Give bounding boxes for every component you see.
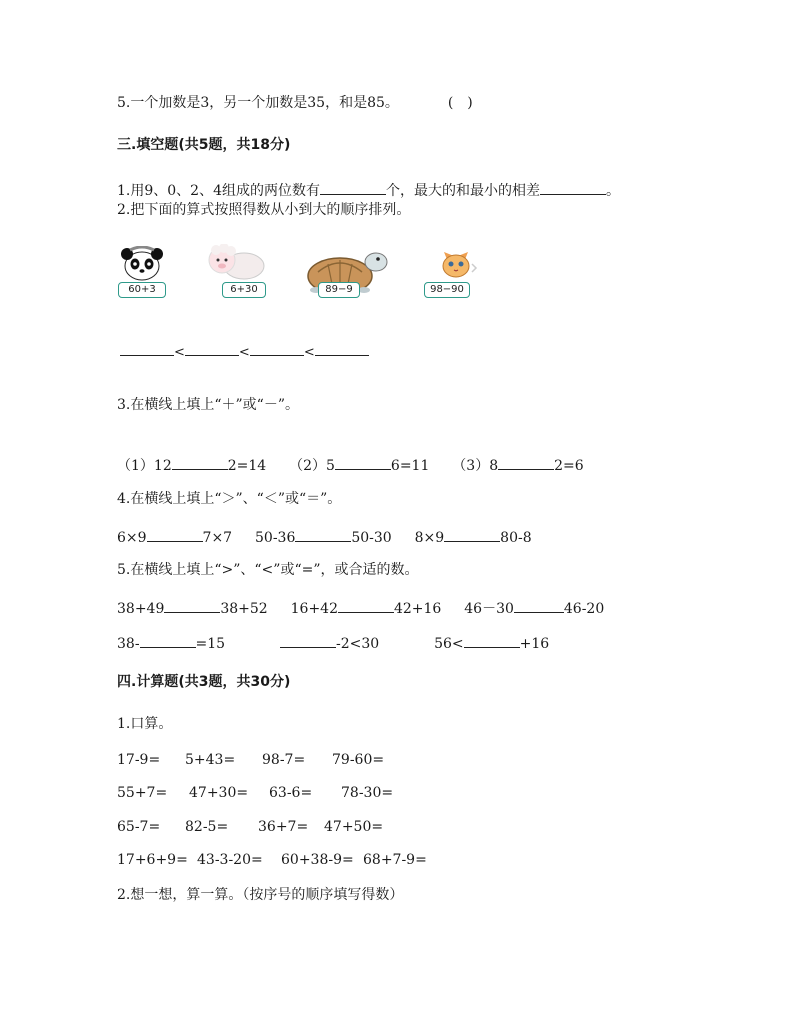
calc-row-1 — [117, 751, 384, 769]
less-than-sign: < — [174, 345, 185, 360]
fill-5-r1-1-right: 38+52 — [220, 601, 268, 617]
answer-blank[interactable] — [250, 343, 304, 356]
fill-question-3: 3.在横线上填上“＋”或“－”。 — [117, 397, 299, 413]
sheep-icon — [204, 244, 268, 282]
question-5-text: 5.一个加数是3，另一个加数是35，和是85。 — [117, 95, 399, 111]
calc-item: 82-5= — [185, 819, 229, 835]
fill-question-5: 5.在横线上填上“>”、“<”或“=”，或合适的数。 — [117, 562, 419, 578]
fill-1-text-c: 。 — [606, 183, 620, 199]
fill-1-text-a: 1.用9、0、2、4组成的两位数有 — [117, 183, 320, 199]
answer-blank[interactable] — [164, 598, 220, 613]
calc-item: 43-3-20= — [197, 852, 263, 868]
fill-3-item-3-rest: 2=6 — [554, 458, 584, 474]
calc-item: 60+38-9= — [281, 852, 354, 868]
fill-5-r2-1-left: 38- — [117, 636, 140, 652]
cat-icon — [438, 244, 478, 284]
calc-item: 5+43= — [185, 752, 236, 768]
calc-item: 47+30= — [189, 785, 249, 801]
calc-question-1: 1.口算。 — [117, 716, 173, 732]
answer-blank[interactable] — [172, 455, 228, 470]
answer-blank[interactable] — [514, 598, 564, 613]
fill-question-1 — [117, 180, 620, 200]
calc-item: 98-7= — [262, 752, 306, 768]
fill-5-row-1 — [117, 598, 604, 618]
panda-icon — [118, 246, 166, 282]
order-answer-row — [120, 343, 369, 360]
fill-3-item-1-rest: 2=14 — [227, 458, 267, 474]
section-4-title: 四.计算题(共3题，共30分) — [117, 674, 291, 690]
calc-item: 36+7= — [258, 819, 309, 835]
turtle-expression-card — [318, 282, 360, 298]
answer-blank[interactable] — [464, 633, 520, 648]
calc-row-2 — [117, 784, 393, 802]
fill-4-item-3-left: 8×9 — [414, 530, 445, 546]
answer-blank[interactable] — [540, 180, 606, 195]
question-5 — [117, 94, 473, 112]
calc-item: 55+7= — [117, 785, 168, 801]
turtle-expression: 89−9 — [325, 284, 353, 295]
answer-blank[interactable] — [140, 633, 196, 648]
fill-3-item-2-label: （2）5 — [289, 458, 335, 474]
fill-5-r1-2-left: 16+42 — [290, 601, 338, 617]
answer-blank[interactable] — [444, 527, 500, 542]
answer-paren[interactable]: ( ) — [447, 95, 473, 111]
calc-item: 78-30= — [341, 785, 394, 801]
panda-expression: 60+3 — [128, 284, 156, 295]
answer-blank[interactable] — [498, 455, 554, 470]
fill-5-r2-3-right: +16 — [519, 636, 550, 652]
answer-blank[interactable] — [335, 455, 391, 470]
fill-4-item-3-right: 80-8 — [500, 530, 532, 546]
calc-item: 68+7-9= — [363, 852, 427, 868]
fill-5-r2-2-right: -2<30 — [336, 636, 380, 652]
calc-item: 17+6+9= — [117, 852, 188, 868]
fill-4-item-2-left: 50-36 — [255, 530, 296, 546]
calc-question-2: 2.想一想，算一算。（按序号的顺序填写得数） — [117, 887, 404, 903]
sheep-expression-card — [222, 282, 266, 298]
fill-3-item-3-label: （3）8 — [452, 458, 499, 474]
answer-blank[interactable] — [320, 180, 386, 195]
fill-4-item-1-left: 6×9 — [117, 530, 147, 546]
fill-question-2: 2.把下面的算式按照得数从小到大的顺序排列。 — [117, 202, 411, 218]
fill-5-r1-2-right: 42+16 — [393, 601, 442, 617]
answer-blank[interactable] — [147, 527, 203, 542]
calc-item: 79-60= — [332, 752, 385, 768]
answer-blank[interactable] — [295, 527, 351, 542]
calc-item: 47+50= — [324, 819, 384, 835]
fill-5-r2-1-right: =15 — [195, 636, 226, 652]
answer-blank[interactable] — [185, 343, 239, 356]
cat-expression-card — [424, 282, 470, 298]
calc-row-4 — [117, 851, 427, 869]
answer-blank[interactable] — [280, 633, 336, 648]
fill-5-row-2 — [117, 633, 549, 653]
fill-1-text-b: 个，最大的和最小的相差 — [386, 183, 540, 199]
calc-item: 65-7= — [117, 819, 161, 835]
fill-5-r1-1-left: 38+49 — [117, 601, 165, 617]
fill-5-r2-3-left: 56< — [434, 636, 464, 652]
less-than-sign: < — [238, 345, 250, 360]
fill-3-item-2-rest: 6=11 — [390, 458, 430, 474]
section-3-title: 三.填空题(共5题，共18分) — [117, 137, 291, 153]
answer-blank[interactable] — [315, 343, 369, 356]
fill-3-item-1-label: （1）12 — [117, 458, 172, 474]
calc-item: 17-9= — [117, 752, 161, 768]
calc-row-3 — [117, 818, 383, 836]
fill-3-items — [117, 455, 584, 475]
fill-5-r1-3-left: 46－30 — [464, 601, 514, 617]
fill-5-r1-3-right: 46-20 — [563, 601, 605, 617]
calc-item: 63-6= — [269, 785, 313, 801]
cat-expression: 98−90 — [430, 284, 464, 295]
fill-4-item-2-right: 50-30 — [351, 530, 392, 546]
fill-4-items — [117, 527, 532, 547]
sheep-expression: 6+30 — [230, 284, 258, 295]
answer-blank[interactable] — [338, 598, 394, 613]
panda-expression-card — [118, 282, 166, 298]
less-than-sign: < — [303, 345, 315, 360]
answer-blank[interactable] — [120, 343, 174, 356]
fill-question-4: 4.在横线上填上“＞”、“＜”或“＝”。 — [117, 491, 342, 507]
fill-4-item-1-right: 7×7 — [202, 530, 233, 546]
